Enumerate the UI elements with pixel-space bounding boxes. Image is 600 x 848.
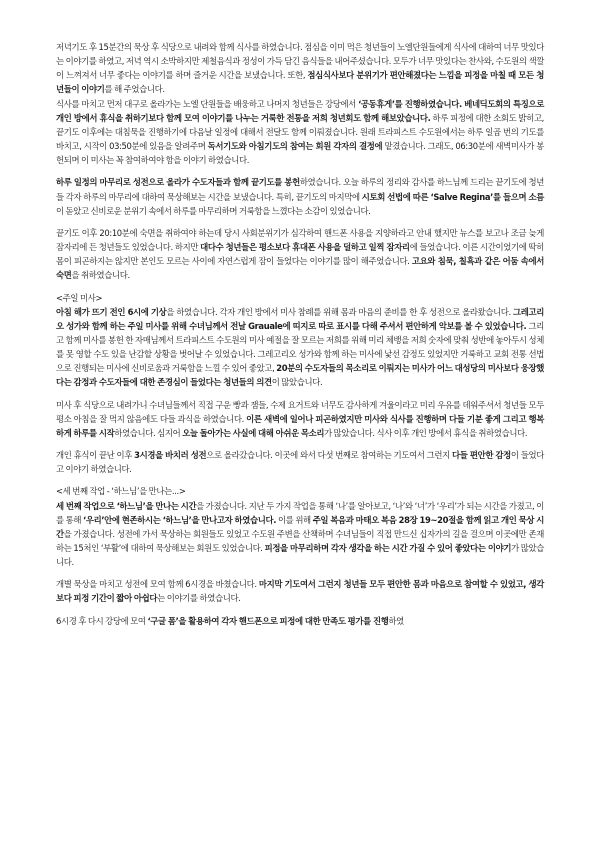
body-paragraph bbox=[56, 226, 544, 283]
section-heading: <주일 미사> bbox=[56, 292, 103, 303]
text-run: 에 들었습니다. 이른 시간이었기에 딱히 몸이 피곤하지는 않지만 본인도 모르는 사이에 자연스럽게 잠이 들었다는 이야기를 많이 해주었습니다. bbox=[56, 242, 545, 267]
bold-text-run: 점심식사보다 분위기가 편안해졌다는 느낌을 피정을 마칠 때 모든 청년들이 이야기 bbox=[56, 70, 544, 95]
bold-text-run: 오늘 돌아가는 사실에 대해 아쉬운 목소리 bbox=[182, 427, 325, 438]
bold-text-run: 마지막 기도여서 그런지 청년들 모두 편안한 몸과 마음으로 참여할 수 있었고, 생각보다 피정 기간이 짧아 아쉽다 bbox=[56, 579, 545, 604]
bold-text-run: 피정을 마무리하며 각자 생각을 하는 시간 가질 수 있어 좋았다는 이야기 bbox=[264, 543, 512, 553]
body-paragraph bbox=[56, 614, 544, 628]
bold-text-run: 20분의 수도자들의 목소리로 이뤄지는 미사가 어느 대성당의 미사보다 웅장했다는 감정과 수도자들에 대한 존경심이 들었다는 청년들의 의견 bbox=[56, 363, 544, 388]
text-run: 6시경 후 다시 강당에 모여 bbox=[56, 615, 148, 626]
bold-text-run: 고요와 침묵, 칠흑과 같은 어둠 속에서 숙면 bbox=[56, 256, 545, 281]
text-run: 가 많았습니다. bbox=[56, 543, 545, 568]
section-heading: <세 번째 작업 - ‘하느님’을 만나는...> bbox=[56, 486, 186, 497]
text-run: 으로 올라갔습니다. 이곳에 와서 다섯 번째로 참여하는 기도여서 그런지 bbox=[206, 450, 452, 461]
text-run: 그리고 함께 미사를 봉헌 한 자매님께서 트라피스트 수도원의 미사 예절을 잘 모르는 저희를 위해 미리 체뱅을 저희 숫자에 맞춰 성반에 놓아두시 성체를 못 영할 수도 있을 난감할 상황을 벗어날 수 있었습니다. 그레고리오 성가와 함께 하는 미사에 낯선 감정도 있었지만 거룩하고 교회 전통 선법으로 진행되는 미사에 신비로움과 거룩함을 느낄 수 있어 좋았고, bbox=[56, 320, 544, 374]
body-paragraph bbox=[56, 577, 544, 605]
text-run: 식사를 마치고 먼저 대구로 올라가는 노엘 단원들을 배웅하고 나머지 청년들은 강당에서 bbox=[56, 98, 359, 109]
bold-text-run: 아침 해가 뜨기 전인 6시에 기상 bbox=[56, 306, 167, 317]
paragraph-gap bbox=[56, 283, 544, 291]
text-run: 하였습니다. 심지어 bbox=[114, 427, 183, 438]
text-run: 을 가졌습니다. 성전에 가서 묵상하는 회원들도 있었고 수도원 주변을 산책하며 수녀님들이 직접 만드신 십자가의 길을 걸으며 이곳에만 존재하는 15처인 ‘부활’에 대하여 묵상해보는 회원도 있었습니다. bbox=[56, 528, 544, 553]
paragraph-gap bbox=[56, 440, 544, 448]
paragraph-gap bbox=[56, 606, 544, 614]
bold-text-run: 세 번째 작업으로 ‘하느님’을 만나는 시간 bbox=[56, 500, 197, 511]
bold-text-run: 이른 새벽에 일어나 피곤하였지만 미사와 식사를 진행하며 다들 기분 좋게 그리고 행복하게 하루를 시작 bbox=[56, 413, 544, 438]
paragraph-gap bbox=[56, 167, 544, 175]
bold-text-run: 주일 복음과 마태오 복음 28장 19~20절을 함께 읽고 개인 묵상 시간 bbox=[56, 514, 544, 539]
bold-text-run: 독서기도와 아침기도의 참여는 회원 각자의 결정에 bbox=[207, 141, 383, 152]
text-run: 개별 묵상을 마치고 성전에 모여 함께 6시경을 바쳤습니다. bbox=[56, 579, 259, 590]
text-run: 을 가졌습니다. 지난 두 가지 작업을 통해 ‘나’를 알아보고, ‘나’와 ‘너’가 ‘우리’가 되는 시간을 가졌고, 이를 통해 bbox=[56, 500, 544, 525]
bold-text-run: 시토회 선법에 따른 ‘Salve Regina’를 들으며 소름 bbox=[361, 191, 544, 202]
text-run: 하였습니다. 오늘 하루의 정리와 감사를 하느님께 드리는 끝기도에 청년들 각자 하루의 마무리에 대하여 묵상해보는 시간을 보냈습니다. 특히, 끝기도의 마지막에 bbox=[56, 177, 544, 202]
bold-text-run: 그레고리오 성가와 함께 하는 주일 미사를 위해 수녀님께서 전날 Grauale에 띠지로 따로 표시를 다해 주셔서 편안하게 악보를 볼 수 있었습니다. bbox=[56, 306, 544, 331]
text-run: 하루 피정에 대한 소회도 밝히고, 끝기도 이후에는 대침묵을 진행하기에 다음날 일정에 대해서 전달도 함께 이뤄졌습니다. 원래 트라피스트 수도원에서는 하루 일곱 번의 기도를 바치고, 시작이 03:50분에 있음을 알려주며 bbox=[56, 112, 544, 152]
bold-text-run: ‘우리’안에 현존하시는 ‘하느님’을 만나고자 하였습니다. bbox=[83, 514, 277, 525]
body-paragraph bbox=[56, 448, 544, 476]
text-run: 맡겼습니다. 그래도, 06:30분에 새벽미사가 봉헌되며 이 미사는 꼭 참여하여야 함을 이야기 하였습니다. bbox=[56, 141, 544, 166]
text-run: 미사 후 식당으로 내려가니 수녀님들께서 직접 구운 빵과 잼들, 수제 요거트와 너무도 감사하게 겨울이라고 미리 우유를 데워주셔서 청년들 모두 평소 아침을 잘 먹지 않음에도 다들 과식을 하였습니다. bbox=[56, 399, 544, 424]
text-run: 하였 bbox=[388, 615, 404, 626]
text-run: 이 돋았고 신비로운 분위기 속에서 하루를 마무리하며 거룩함을 느꼈다는 소감이 있었습니다. bbox=[56, 205, 371, 216]
text-run: 가 많았습니다. 식사 이후 개인 방에서 휴식을 취하였습니다. bbox=[324, 427, 528, 438]
paragraph-gap bbox=[56, 569, 544, 577]
document-page bbox=[56, 40, 544, 628]
paragraph-gap bbox=[56, 476, 544, 484]
text-run: 을 취하였습니다. bbox=[71, 270, 130, 281]
body-paragraph bbox=[56, 499, 544, 570]
text-run: 이 많았습니다. bbox=[271, 377, 323, 388]
paragraph-gap bbox=[56, 218, 544, 226]
bold-text-run: 다들 편안한 감정 bbox=[452, 450, 511, 461]
bold-text-run: 3시경을 바치러 성전 bbox=[134, 450, 207, 461]
text-run: 이 들었다고 이야기 하였습니다. bbox=[56, 450, 544, 475]
text-run: 끝기도 이후 20:10분에 숙면을 취하여야 하는데 당시 사회분위기가 심각하여 핸드폰 사용을 지양하라고 안내 했지만 뉴스를 보고나 조금 늦게 잠자리에 든 청년들도 있었습니다. 하지만 bbox=[56, 227, 544, 253]
body-paragraph bbox=[56, 305, 544, 390]
text-run: 는 이야기를 하였습니다. bbox=[157, 593, 241, 604]
text-run: 이를 위해 bbox=[276, 514, 313, 525]
text-run: 을 하였습니다. 각자 개인 방에서 미사 참례를 위해 몸과 마음의 준비를 한 후 성전으로 올라왔습니다. bbox=[166, 306, 514, 317]
body-paragraph bbox=[56, 40, 544, 97]
text-run: 를 해 주었습니다. bbox=[104, 84, 165, 95]
body-paragraph bbox=[56, 398, 544, 440]
text-run: 개인 휴식이 끝난 이후 bbox=[56, 450, 135, 461]
bold-text-run: ‘공동휴게’를 진행하였습니다. 베네딕도회의 특징으로 개인 방에서 휴식을 취하기보다 함께 모여 이야기를 나누는 거룩한 전통을 저희 청년회도 함께 해보았습니다. bbox=[56, 98, 544, 123]
body-paragraph bbox=[56, 97, 544, 168]
body-paragraph bbox=[56, 175, 544, 217]
bold-text-run: 대다수 청년들은 평소보다 휴대폰 사용을 덜하고 일찍 잠자리 bbox=[200, 242, 410, 253]
bold-text-run: ‘구글 폼’을 활용하여 각자 핸드폰으로 피정에 대한 만족도 평가를 진행 bbox=[147, 615, 389, 626]
paragraph-gap bbox=[56, 390, 544, 398]
bold-text-run: 하루 일정의 마무리로 성전으로 올라가 수도자들과 함께 끝기도를 봉헌 bbox=[56, 177, 300, 188]
text-run: 저녁기도 후 15분간의 묵상 후 식당으로 내려와 함께 식사를 하였습니다. 점심을 이미 먹은 청년들이 노엘단원들에게 식사에 대하여 너무 맛있다는 이야기를 하였고, 저녁 역시 소박하지만 제철음식과 정성이 가득 담긴 음식들을 내어주셨습니다. 모두가 너무 맛있다는 찬사와, 수도원의 색깔이 느껴져서 너무 좋다는 이야기를 하며 즐거운 시간을 보냈습니다. 또한, bbox=[56, 42, 544, 81]
